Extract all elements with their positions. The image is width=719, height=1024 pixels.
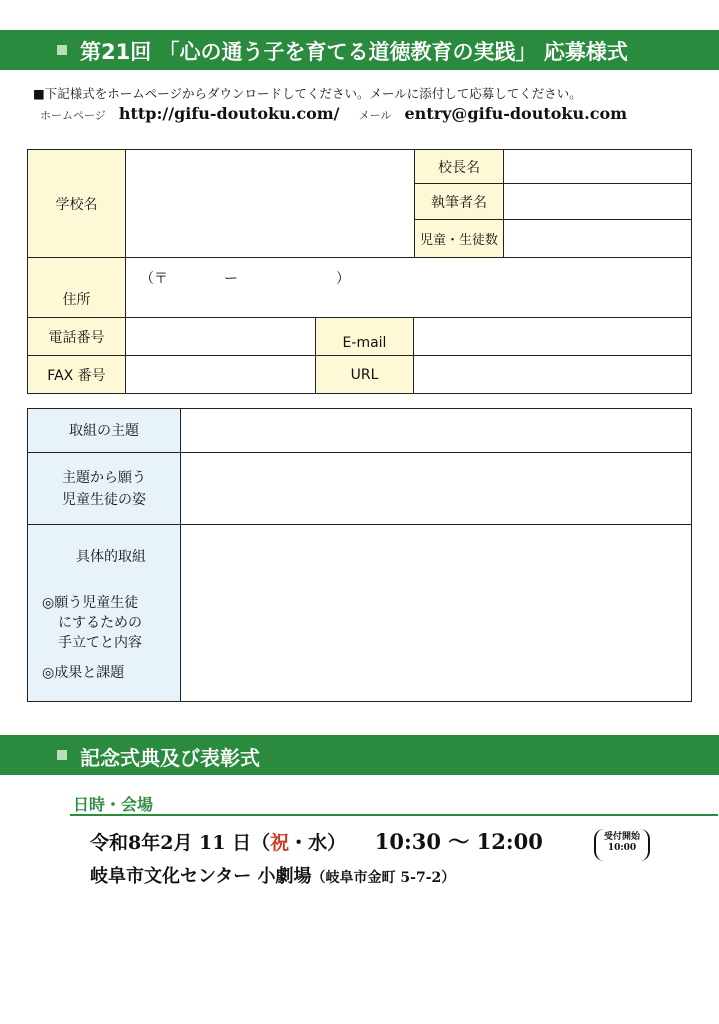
item1-line1: ◎願う児童生徒 (42, 595, 139, 611)
school-info-table (27, 149, 692, 394)
section-bar (0, 735, 719, 775)
phone-label: 電話番号 (28, 318, 126, 356)
address-label: 住所 (28, 258, 126, 318)
email-field[interactable] (414, 318, 692, 356)
date-holiday: 祝 (270, 832, 290, 854)
school-name-label: 学校名 (28, 150, 126, 258)
url-field[interactable] (414, 356, 692, 394)
author-field[interactable] (504, 184, 692, 220)
item2: ◎成果と課題 (42, 665, 125, 681)
event-time: 10:30 ～ 12:00 (374, 829, 543, 854)
wish-label (28, 453, 181, 525)
address-field[interactable]: （〒 ー ） (126, 258, 692, 318)
students-label: 児童・生徒数 (415, 220, 504, 258)
section-title: 記念式典及び表彰式 (80, 746, 260, 770)
date-suffix: ・水） (289, 832, 347, 854)
page-title: 第21回 「心の通う子を育てる道徳教育の実践」 応募様式 (80, 40, 628, 64)
square-bullet-icon (57, 45, 67, 55)
reception-label: 受付開始 (603, 832, 640, 842)
principal-label: 校長名 (415, 150, 504, 184)
school-name-field[interactable] (126, 150, 415, 258)
venue-address: （岐阜市金町 5-7-2） (311, 870, 456, 886)
concrete-field[interactable] (181, 525, 692, 702)
venue-name: 岐阜市文化センター 小劇場 (90, 866, 312, 887)
students-field[interactable] (504, 220, 692, 258)
mail-link[interactable]: entry@gifu-doutoku.com (404, 104, 628, 123)
homepage-label: ホームページ (40, 109, 106, 122)
event-date (90, 826, 543, 856)
homepage-link[interactable]: http://gifu-doutoku.com/ (118, 104, 340, 123)
reception-time: 10:00 (607, 843, 637, 853)
wish-label-line2: 児童生徒の姿 (62, 491, 146, 508)
item1-line2: にするための (58, 615, 142, 631)
initiative-table (27, 408, 692, 702)
concrete-label (28, 525, 181, 702)
square-bullet-icon (57, 750, 67, 760)
instruction-note: ■下記様式をホームページからダウンロードしてください。メールに添付して応募してください。 (33, 86, 582, 101)
url-label: URL (316, 356, 414, 394)
wish-label-line1: 主題から願う (62, 469, 146, 486)
section-subtitle: 日時・会場 (73, 795, 154, 814)
mail-label: メール (358, 109, 392, 122)
contact-line (40, 104, 627, 123)
subtitle-underline (70, 814, 718, 816)
concrete-title: 具体的取組 (76, 549, 146, 565)
theme-label: 取組の主題 (28, 409, 181, 453)
fax-field[interactable] (126, 356, 316, 394)
email-label: E-mail (316, 318, 414, 356)
fax-label: FAX 番号 (28, 356, 126, 394)
principal-field[interactable] (504, 150, 692, 184)
item1-line3: 手立てと内容 (58, 635, 142, 651)
wish-field[interactable] (181, 453, 692, 525)
author-label: 執筆者名 (415, 184, 504, 220)
reception-note (594, 829, 650, 861)
date-prefix: 令和8年2月 11 日（ (90, 832, 271, 854)
header-bar (0, 30, 719, 70)
phone-field[interactable] (126, 318, 316, 356)
theme-field[interactable] (181, 409, 692, 453)
event-venue (90, 862, 455, 888)
